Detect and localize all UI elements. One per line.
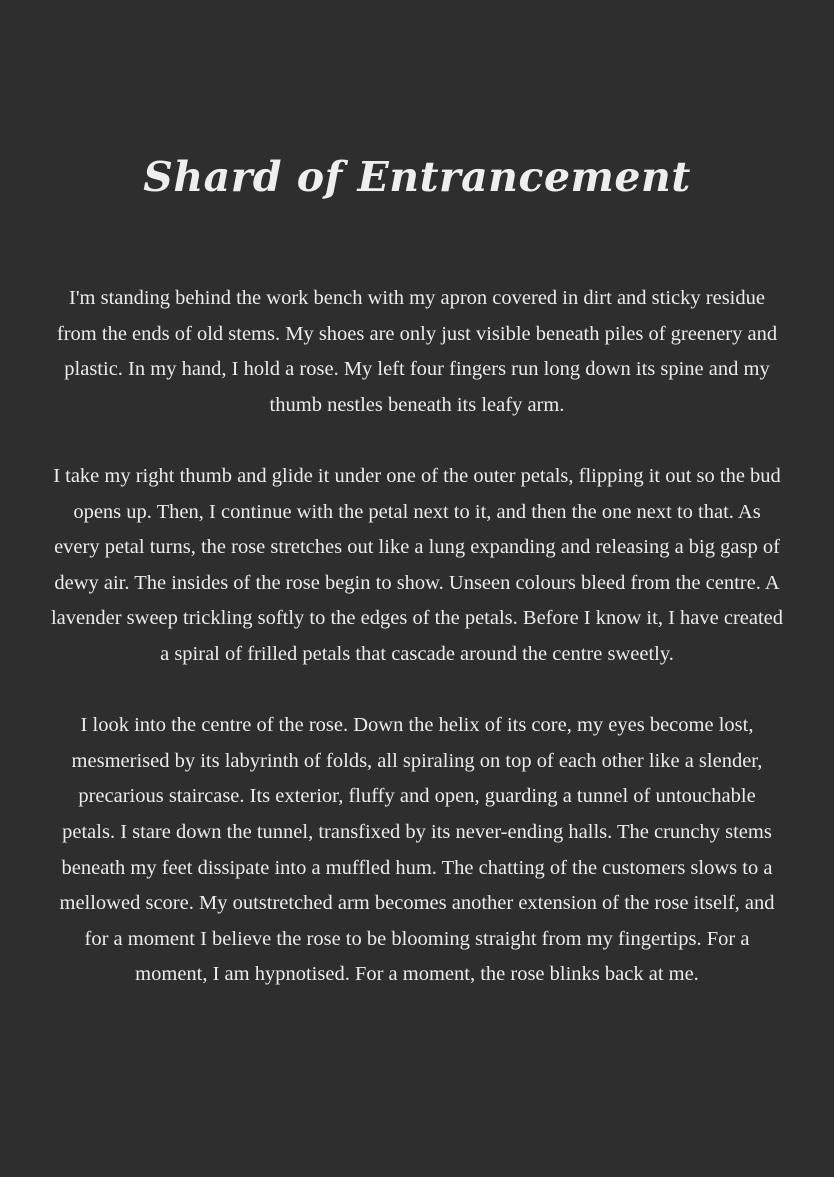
paragraph-1: I'm standing behind the work bench with my apron covered in dirt and sticky residue from the ends of old stems. My shoes are only just visible beneath piles of greenery and plastic. In my hand, I hold a rose. My left four fingers run long down its spine and my thumb nestles beneath its leafy arm. (56, 287, 778, 416)
document-title: Shard of Entrancement (143, 153, 691, 202)
document-body (50, 281, 784, 993)
paragraph-3: I look into the centre of the rose. Down the helix of its core, my eyes become lost, mesmerised by its labyrinth of folds, all spiraling on top of each other like a slender, precarious staircase. Its exterior, fluffy and open, guarding a tunnel of untouchable petals. I stare down the tunnel, transfixed by its never-ending halls. The crunchy stems beneath my feet dissipate into a muffled hum. The chatting of the customers slows to a mellowed score. My outstretched arm becomes another extension of the rose itself, and for a moment I believe the rose to be blooming straight from my fingertips. For a moment, I am hypnotised. For a moment, the rose blinks back at me. (59, 714, 775, 986)
paragraph-2: I take my right thumb and glide it under one of the outer petals, flipping it out so the bud opens up. Then, I continue with the petal next to it, and then the one next to that. As every petal turns, the rose stretches out like a lung expanding and releasing a big gasp of dewy air. The insides of the rose begin to show. Unseen colours bleed from the centre. A lavender sweep trickling softly to the edges of the petals. Before I know it, I have created a spiral of frilled petals that cascade around the centre sweetly. (50, 464, 784, 665)
